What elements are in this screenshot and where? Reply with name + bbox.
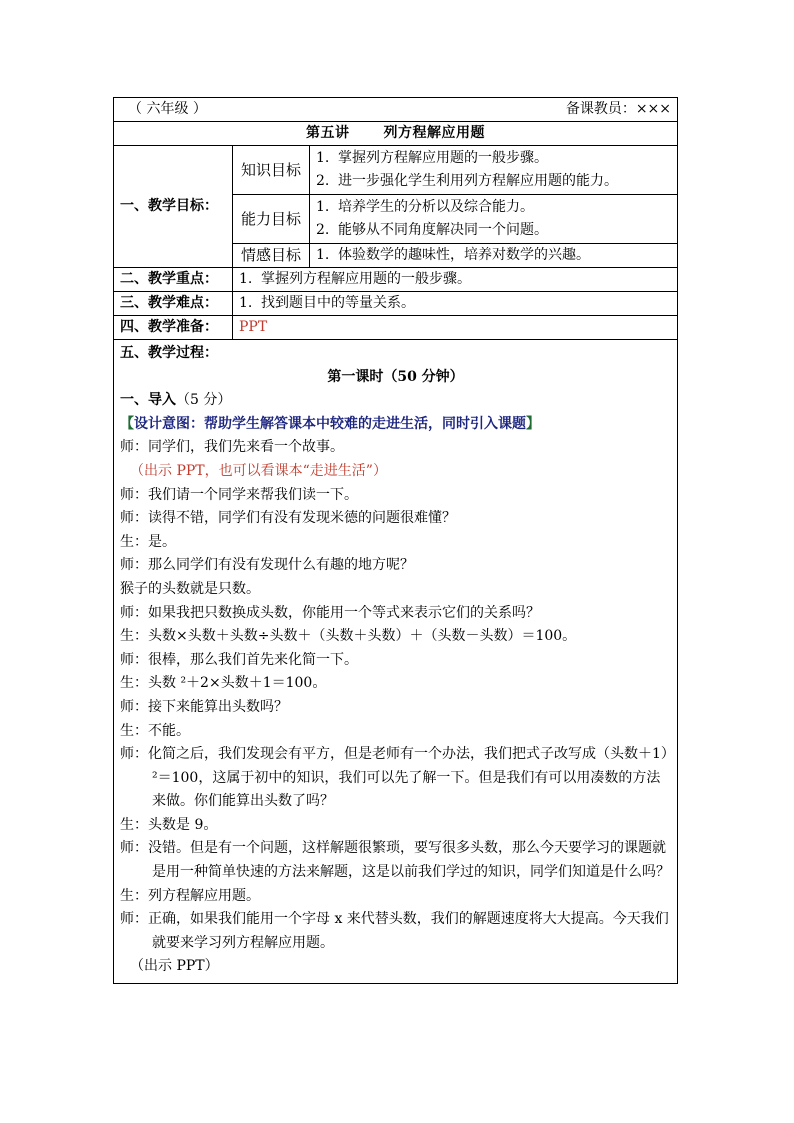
grade-label: （ 六年级 ） bbox=[128, 101, 207, 117]
lecture-topic: 列方程解应用题 bbox=[383, 125, 486, 141]
section-heading: 一、导入（5 分） bbox=[120, 392, 232, 409]
design-intent: 【设计意图：帮助学生解答课本中较难的走进生活，同时引入课题】 bbox=[120, 415, 540, 432]
process-row bbox=[114, 340, 678, 984]
session-title: 第一课时（50 分钟） bbox=[327, 368, 464, 385]
dialogue-line: 生：列方程解应用题。 bbox=[120, 887, 260, 904]
dialogue-line: 师：接下来能算出头数吗？ bbox=[120, 698, 288, 715]
preparation-value: PPT bbox=[233, 316, 678, 340]
emotion-objective-item: 1. 体验数学的趣味性，培养对数学的兴趣。 bbox=[316, 247, 590, 263]
dialogue-line: 生：头数是 9。 bbox=[120, 816, 218, 833]
difficulty-item: 1. 找到题目中的等量关系。 bbox=[239, 295, 415, 311]
dialogue-line: 生：是。 bbox=[120, 533, 176, 550]
objective-knowledge-row bbox=[114, 146, 678, 195]
dialogue-line: 生：不能。 bbox=[120, 722, 190, 739]
difficulty-label: 三、教学难点： bbox=[114, 292, 233, 316]
lesson-plan-table bbox=[113, 97, 678, 984]
lesson-plan-sheet bbox=[113, 97, 677, 984]
emotion-objective-label: 情感目标 bbox=[233, 244, 310, 268]
ability-objective-label: 能力目标 bbox=[233, 195, 310, 244]
preparation-label: 四、教学准备： bbox=[114, 316, 233, 340]
dialogue-line: 猴子的头数就是只数。 bbox=[120, 580, 260, 597]
dialogue-line: 师：如果我把只数换成头数，你能用一个等式来表示它们的关系吗？ bbox=[120, 604, 540, 621]
stage-direction: （出示 PPT，也可以看课本“走进生活”） bbox=[130, 462, 387, 479]
dialogue-line: 师：我们请一个同学来帮我们读一下。 bbox=[120, 486, 358, 503]
dialogue-line: 生：头数 ²＋2×头数＋1＝100。 bbox=[120, 675, 327, 692]
dialogue-line: 师：很棒，那么我们首先来化简一下。 bbox=[120, 651, 358, 668]
process-label: 五、教学过程： bbox=[120, 345, 218, 361]
header-row bbox=[114, 98, 678, 122]
dialogue-line: 师：读得不错，同学们有没有发现米德的问题很难懂？ bbox=[120, 510, 456, 527]
dialogue-line: 师：没错。但是有一个问题，这样解题很繁琐，要写很多头数，那么今天要学习的课题就是用一种简单快速的方法来解题，这是以前我们学过的知识，同学们知道是什么吗？ bbox=[120, 840, 670, 881]
knowledge-objective-item: 2. 进一步强化学生利用列方程解应用题的能力。 bbox=[316, 173, 618, 189]
ability-objective-item: 1. 培养学生的分析以及综合能力。 bbox=[316, 199, 534, 215]
teacher-label: 备课教员：××× bbox=[565, 101, 672, 117]
objectives-label: 一、教学目标： bbox=[114, 146, 233, 268]
title-row bbox=[114, 122, 678, 146]
key-point-item: 1. 掌握列方程解应用题的一般步骤。 bbox=[239, 271, 471, 287]
preparation-row bbox=[114, 316, 678, 340]
key-point-label: 二、教学重点： bbox=[114, 268, 233, 292]
ability-objective-item: 2. 能够从不同角度解决同一个问题。 bbox=[316, 222, 548, 238]
key-point-row bbox=[114, 268, 678, 292]
dialogue-line: 师：化简之后，我们发现会有平方，但是老师有一个办法，我们把式子改写成（头数＋1）²＝100，这属于初中的知识，我们可以先了解一下。但是我们有可以用凑数的方法来做。你们能算出头数了吗？ bbox=[120, 746, 668, 810]
stage-direction: （出示 PPT） bbox=[130, 958, 219, 975]
dialogue-line: 生：头数×头数＋头数÷头数＋（头数＋头数）＋（头数－头数）＝100。 bbox=[120, 628, 577, 645]
dialogue-line: 师：同学们，我们先来看一个故事。 bbox=[120, 439, 344, 456]
dialogue-line: 师：那么同学们有没有发现什么有趣的地方呢？ bbox=[120, 557, 414, 574]
knowledge-objective-label: 知识目标 bbox=[233, 146, 310, 195]
difficulty-row bbox=[114, 292, 678, 316]
dialogue-line: 师：正确，如果我们能用一个字母 x 来代替头数，我们的解题速度将大大提高。今天我们就要来学习列方程解应用题。 bbox=[120, 911, 669, 951]
knowledge-objective-item: 1. 掌握列方程解应用题的一般步骤。 bbox=[316, 150, 548, 166]
lecture-number: 第五讲 bbox=[306, 125, 350, 141]
